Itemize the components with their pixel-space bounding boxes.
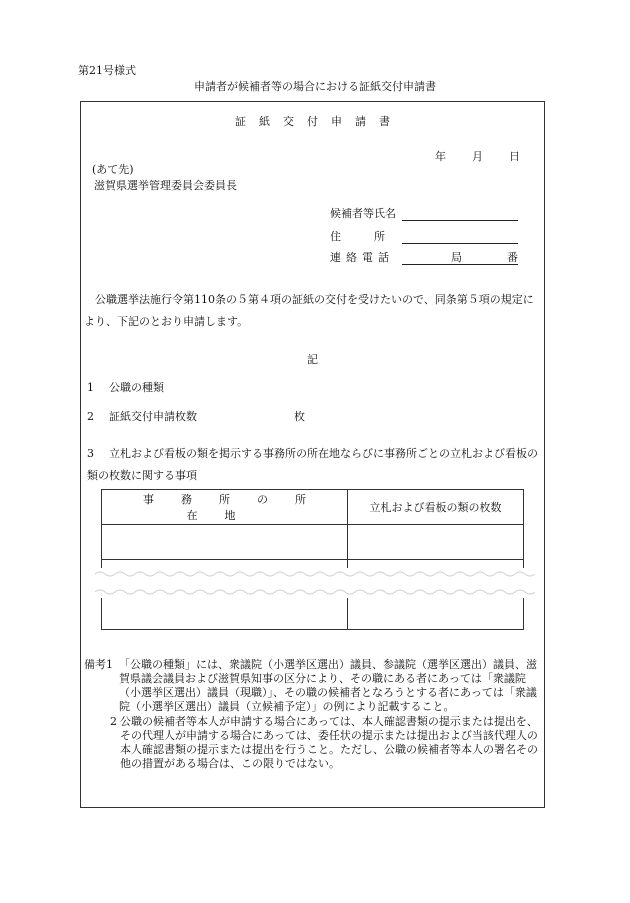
item-office-signs	[87, 443, 542, 487]
applicant-name-field[interactable]	[330, 207, 518, 223]
ki-heading: 記	[307, 353, 318, 366]
item-label: 公職の種類	[109, 381, 164, 394]
item-office-type	[87, 381, 164, 395]
applicant-address-label: 住 所	[330, 230, 385, 243]
office-location-cell[interactable]	[102, 525, 348, 560]
document-title: 申請者が候補者等の場合における証紙交付申請書	[194, 80, 436, 93]
table-header-row	[102, 490, 524, 525]
item-number: 3	[87, 447, 94, 460]
sign-count-cell[interactable]	[348, 525, 524, 560]
table-row	[102, 525, 524, 560]
addressee-label: (あて先)	[92, 163, 134, 176]
remarks-section	[84, 658, 544, 772]
item-number: 1	[87, 381, 94, 394]
applicant-address-field[interactable]	[330, 230, 518, 246]
form-heading: 証紙交付申請書	[235, 115, 403, 128]
remark-2	[84, 715, 544, 771]
phone-exchange-label: 局	[451, 251, 462, 264]
item-label: 立札および看板の類を掲示する事務所の所在地ならびに事務所ごとの立札および看板の類の枚数に関する事項	[87, 447, 538, 482]
item-sheet-count	[87, 410, 197, 424]
applicant-phone-label: 連絡電話	[330, 251, 394, 264]
col-sign-count-header: 立札および看板の類の枚数	[348, 490, 524, 525]
applicant-address-line[interactable]	[402, 230, 518, 244]
table-omission-break	[95, 568, 535, 598]
applicant-name-label: 候補者等氏名	[330, 207, 396, 220]
applicant-name-line[interactable]	[402, 207, 518, 221]
remark-number: 2	[110, 715, 117, 728]
applicant-phone-field[interactable]	[330, 251, 518, 267]
remark-text: 「公職の種類」には、衆議院（小選挙区選出）議員、参議院（選挙区選出）議員、滋賀県議会議員および滋賀県知事の区分により、その職にある者にあっては「衆議院（小選挙区選出）議員（現職）」、その職の候補者となろうとする者にあっては「衆議院（小選挙区選出）議員（立候補予定）」の例により記載すること。	[119, 658, 537, 713]
sheet-count-unit: 枚	[294, 410, 305, 423]
addressee-name: 滋賀県選挙管理委員会委員長	[94, 179, 237, 192]
sign-count-cell[interactable]	[348, 595, 524, 630]
date-month: 月	[472, 150, 483, 163]
remark-1	[84, 658, 544, 714]
date-day: 日	[509, 150, 520, 163]
date-year: 年	[435, 150, 446, 163]
request-statement: 公職選挙法施行令第110条の５第４項の証紙の交付を受けたいので、同条第５項の規定により、下記のとおり申請します。	[84, 293, 534, 328]
col-office-location-header: 事務所の所在地	[102, 490, 348, 525]
date-line	[435, 150, 520, 164]
item-label: 証紙交付申請枚数	[109, 410, 197, 423]
office-table	[101, 489, 524, 630]
table-row	[102, 595, 524, 630]
form-number: 第21号様式	[78, 64, 136, 77]
item-number: 2	[87, 410, 94, 423]
phone-number-label: 番	[507, 251, 518, 264]
remark-text: 公職の候補者等本人が申請する場合にあっては、本人確認書類の提示または提出を、その代理人が申請する場合にあっては、委任状の提示または提出および当該代理人の本人確認書類の提示または提出を行うこと。ただし、公職の候補者等本人の署名その他の措置がある場合は、この限りではない。	[120, 715, 538, 770]
remark-label: 備考1	[84, 658, 113, 671]
office-location-cell[interactable]	[102, 595, 348, 630]
